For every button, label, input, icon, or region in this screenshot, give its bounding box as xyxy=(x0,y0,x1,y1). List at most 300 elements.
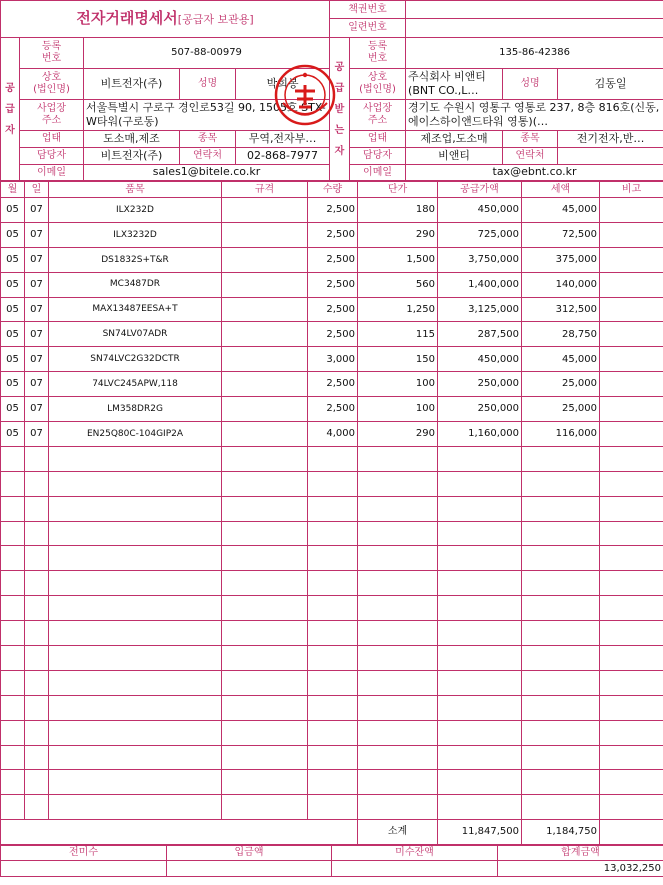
item-supply: 450,000 xyxy=(438,198,522,223)
item-month xyxy=(1,646,25,671)
item-price xyxy=(358,496,438,521)
item-row xyxy=(1,422,663,447)
item-tax xyxy=(522,770,600,795)
item-tax: 375,000 xyxy=(522,247,600,272)
item-name xyxy=(49,670,222,695)
buyer-company: 주식회사 비앤티(BNT CO.,L… xyxy=(406,69,503,100)
subtotal-label: 소계 xyxy=(358,820,438,845)
buyer-biz-type-label: 업태 xyxy=(350,131,406,148)
col-qty: 수량 xyxy=(308,182,358,198)
supplier-manager-label: 담당자 xyxy=(20,148,84,165)
item-spec xyxy=(222,571,308,596)
col-tax: 세액 xyxy=(522,182,600,198)
supplier-reg-no-label: 등록 번호 xyxy=(20,38,84,69)
item-price xyxy=(358,571,438,596)
item-note xyxy=(600,571,663,596)
item-name xyxy=(49,720,222,745)
item-spec xyxy=(222,621,308,646)
item-price xyxy=(358,546,438,571)
item-month xyxy=(1,745,25,770)
item-day: 07 xyxy=(25,222,49,247)
item-spec xyxy=(222,770,308,795)
item-note xyxy=(600,446,663,471)
subtotal-supply: 11,847,500 xyxy=(438,820,522,845)
item-qty xyxy=(308,695,358,720)
item-supply: 725,000 xyxy=(438,222,522,247)
item-spec xyxy=(222,720,308,745)
item-note xyxy=(600,596,663,621)
buyer-ceo-label: 성명 xyxy=(503,69,558,100)
item-tax: 25,000 xyxy=(522,372,600,397)
item-note xyxy=(600,720,663,745)
item-price: 1,500 xyxy=(358,247,438,272)
item-row-empty xyxy=(1,695,663,720)
item-day: 07 xyxy=(25,372,49,397)
item-supply: 1,400,000 xyxy=(438,272,522,297)
item-supply xyxy=(438,521,522,546)
item-price xyxy=(358,621,438,646)
item-tax: 45,000 xyxy=(522,347,600,372)
item-tax xyxy=(522,496,600,521)
supplier-company: 비트전자(주) xyxy=(84,69,180,100)
item-day xyxy=(25,770,49,795)
item-tax xyxy=(522,670,600,695)
item-row-empty xyxy=(1,496,663,521)
item-qty: 2,500 xyxy=(308,198,358,223)
document-title xyxy=(1,1,330,38)
item-qty xyxy=(308,745,358,770)
item-name: DS1832S+T&R xyxy=(49,247,222,272)
item-price xyxy=(358,745,438,770)
supplier-biz-type-label: 업태 xyxy=(20,131,84,148)
item-row-empty xyxy=(1,670,663,695)
item-name: ILX232D xyxy=(49,198,222,223)
supplier-manager: 비트전자(주) xyxy=(84,148,180,165)
item-day xyxy=(25,446,49,471)
buyer-address: 경기도 수원시 영통구 영통로 237, 8층 816호(신동,에이스하이앤드타워 영통)(… xyxy=(406,100,663,131)
item-spec xyxy=(222,297,308,322)
item-supply xyxy=(438,745,522,770)
item-tax: 140,000 xyxy=(522,272,600,297)
item-row-empty xyxy=(1,571,663,596)
item-row-empty xyxy=(1,720,663,745)
supplier-phone: 02-868-7977 xyxy=(236,148,330,165)
item-note xyxy=(600,745,663,770)
item-month: 05 xyxy=(1,322,25,347)
item-qty: 2,500 xyxy=(308,297,358,322)
item-note xyxy=(600,297,663,322)
item-note xyxy=(600,521,663,546)
item-day: 07 xyxy=(25,347,49,372)
header-table xyxy=(0,0,663,181)
item-day xyxy=(25,695,49,720)
item-supply: 3,750,000 xyxy=(438,247,522,272)
item-qty xyxy=(308,596,358,621)
item-name: EN25Q80C-104GIP2A xyxy=(49,422,222,447)
item-month xyxy=(1,621,25,646)
item-tax xyxy=(522,646,600,671)
item-row-empty xyxy=(1,646,663,671)
item-row-empty xyxy=(1,521,663,546)
item-price xyxy=(358,521,438,546)
item-note xyxy=(600,397,663,422)
item-supply xyxy=(438,720,522,745)
item-row xyxy=(1,272,663,297)
item-supply xyxy=(438,596,522,621)
item-qty xyxy=(308,646,358,671)
item-note xyxy=(600,372,663,397)
item-spec xyxy=(222,471,308,496)
item-name xyxy=(49,770,222,795)
item-day xyxy=(25,670,49,695)
item-qty: 2,500 xyxy=(308,222,358,247)
item-supply: 3,125,000 xyxy=(438,297,522,322)
item-price xyxy=(358,646,438,671)
item-spec xyxy=(222,596,308,621)
item-spec xyxy=(222,521,308,546)
item-name: MC3487DR xyxy=(49,272,222,297)
item-price: 180 xyxy=(358,198,438,223)
item-tax: 72,500 xyxy=(522,222,600,247)
item-name xyxy=(49,596,222,621)
items-table xyxy=(0,181,663,845)
buyer-email[interactable]: tax@ebnt.co.kr xyxy=(406,165,663,181)
col-note: 비고 xyxy=(600,182,663,198)
item-supply xyxy=(438,670,522,695)
item-note xyxy=(600,322,663,347)
unpaid-label: 미수잔액 xyxy=(332,846,498,861)
item-supply xyxy=(438,446,522,471)
item-tax xyxy=(522,621,600,646)
buyer-address-label: 사업장 주소 xyxy=(350,100,406,131)
item-qty xyxy=(308,471,358,496)
supplier-biz-item-label: 종목 xyxy=(180,131,236,148)
item-note xyxy=(600,422,663,447)
item-name: LM358DR2G xyxy=(49,397,222,422)
buyer-manager-label: 담당자 xyxy=(350,148,406,165)
buyer-side-label: 공 급 받 는 자 xyxy=(330,38,350,181)
item-qty xyxy=(308,720,358,745)
buyer-biz-item: 전기전자,반… xyxy=(558,131,663,148)
item-day xyxy=(25,546,49,571)
deposit-label: 입금액 xyxy=(167,846,332,861)
item-spec xyxy=(222,745,308,770)
item-name xyxy=(49,795,222,820)
item-tax xyxy=(522,745,600,770)
supplier-biz-item: 무역,전자부… xyxy=(236,131,330,148)
item-spec xyxy=(222,670,308,695)
footer-table xyxy=(0,845,663,877)
item-name xyxy=(49,446,222,471)
item-spec xyxy=(222,546,308,571)
item-qty: 2,500 xyxy=(308,322,358,347)
item-tax: 45,000 xyxy=(522,198,600,223)
item-name xyxy=(49,571,222,596)
item-row-empty xyxy=(1,621,663,646)
item-supply: 1,160,000 xyxy=(438,422,522,447)
item-row xyxy=(1,322,663,347)
col-spec: 규격 xyxy=(222,182,308,198)
supplier-ceo: 박희봉 xyxy=(236,69,330,100)
buyer-manager: 비앤티 xyxy=(406,148,503,165)
item-day: 07 xyxy=(25,422,49,447)
buyer-email-label: 이메일 xyxy=(350,165,406,181)
item-price xyxy=(358,670,438,695)
item-row-empty xyxy=(1,471,663,496)
item-day xyxy=(25,795,49,820)
item-supply: 287,500 xyxy=(438,322,522,347)
item-note xyxy=(600,695,663,720)
item-day: 07 xyxy=(25,297,49,322)
item-supply: 250,000 xyxy=(438,372,522,397)
item-row-empty xyxy=(1,770,663,795)
item-supply xyxy=(438,571,522,596)
item-qty xyxy=(308,795,358,820)
col-month: 월 xyxy=(1,182,25,198)
item-qty xyxy=(308,571,358,596)
item-name xyxy=(49,695,222,720)
item-qty: 3,000 xyxy=(308,347,358,372)
item-tax xyxy=(522,720,600,745)
item-name: ILX3232D xyxy=(49,222,222,247)
item-spec xyxy=(222,247,308,272)
item-tax: 25,000 xyxy=(522,397,600,422)
item-day xyxy=(25,720,49,745)
title-subtitle: [공급자 보관용] xyxy=(177,13,254,27)
title-text: 전자거래명세서 xyxy=(76,9,178,28)
item-qty xyxy=(308,770,358,795)
item-month xyxy=(1,720,25,745)
item-note xyxy=(600,770,663,795)
buyer-reg-no-label: 등록 번호 xyxy=(350,38,406,69)
buyer-reg-no: 135-86-42386 xyxy=(406,38,663,69)
item-tax xyxy=(522,521,600,546)
supplier-address: 서울특별시 구로구 경인로53길 90, 1505호 STX-W타워(구로동) xyxy=(84,100,330,131)
supplier-email[interactable]: sales1@bitele.co.kr xyxy=(84,165,330,181)
prev-balance-label: 전미수 xyxy=(1,846,167,861)
item-month: 05 xyxy=(1,372,25,397)
item-supply: 450,000 xyxy=(438,347,522,372)
item-spec xyxy=(222,446,308,471)
item-name: SN74LV07ADR xyxy=(49,322,222,347)
item-day: 07 xyxy=(25,272,49,297)
item-note xyxy=(600,496,663,521)
item-month: 05 xyxy=(1,247,25,272)
item-supply xyxy=(438,471,522,496)
item-qty xyxy=(308,546,358,571)
item-price: 290 xyxy=(358,222,438,247)
unpaid-value xyxy=(332,861,498,877)
item-day: 07 xyxy=(25,198,49,223)
item-supply xyxy=(438,646,522,671)
item-spec xyxy=(222,695,308,720)
supplier-phone-label: 연락처 xyxy=(180,148,236,165)
item-price xyxy=(358,596,438,621)
item-spec xyxy=(222,397,308,422)
buyer-ceo: 김동일 xyxy=(558,69,663,100)
col-price: 단가 xyxy=(358,182,438,198)
item-supply xyxy=(438,770,522,795)
item-price xyxy=(358,795,438,820)
item-row-empty xyxy=(1,446,663,471)
item-spec xyxy=(222,222,308,247)
item-month: 05 xyxy=(1,422,25,447)
item-price xyxy=(358,770,438,795)
col-supply: 공급가액 xyxy=(438,182,522,198)
item-price: 290 xyxy=(358,422,438,447)
book-no-label: 책권번호 xyxy=(330,1,406,19)
item-tax xyxy=(522,596,600,621)
item-name xyxy=(49,471,222,496)
item-month: 05 xyxy=(1,272,25,297)
total-label: 합계금액 xyxy=(498,846,663,861)
book-no-value xyxy=(406,1,663,19)
item-month xyxy=(1,471,25,496)
item-qty xyxy=(308,496,358,521)
item-month: 05 xyxy=(1,198,25,223)
item-tax xyxy=(522,571,600,596)
subtotal-tax: 1,184,750 xyxy=(522,820,600,845)
buyer-company-label: 상호 (법인명) xyxy=(350,69,406,100)
item-month xyxy=(1,695,25,720)
item-tax: 28,750 xyxy=(522,322,600,347)
item-row-empty xyxy=(1,596,663,621)
serial-no-value xyxy=(406,19,663,38)
item-qty: 2,500 xyxy=(308,372,358,397)
item-note xyxy=(600,646,663,671)
item-name xyxy=(49,521,222,546)
item-day xyxy=(25,745,49,770)
item-price xyxy=(358,695,438,720)
item-month xyxy=(1,795,25,820)
item-qty xyxy=(308,670,358,695)
item-name xyxy=(49,646,222,671)
item-spec xyxy=(222,198,308,223)
item-day xyxy=(25,471,49,496)
item-tax xyxy=(522,546,600,571)
item-note xyxy=(600,222,663,247)
item-supply xyxy=(438,795,522,820)
item-qty xyxy=(308,446,358,471)
col-item: 품목 xyxy=(49,182,222,198)
item-row-empty xyxy=(1,546,663,571)
item-tax xyxy=(522,695,600,720)
item-spec xyxy=(222,347,308,372)
item-supply xyxy=(438,546,522,571)
item-qty xyxy=(308,521,358,546)
item-note xyxy=(600,347,663,372)
item-month: 05 xyxy=(1,397,25,422)
item-tax: 312,500 xyxy=(522,297,600,322)
item-tax: 116,000 xyxy=(522,422,600,447)
supplier-ceo-label: 성명 xyxy=(180,69,236,100)
item-month: 05 xyxy=(1,297,25,322)
item-row xyxy=(1,347,663,372)
item-month xyxy=(1,596,25,621)
item-name: 74LVC245APW,118 xyxy=(49,372,222,397)
item-day xyxy=(25,496,49,521)
item-name: SN74LVC2G32DCTR xyxy=(49,347,222,372)
item-day: 07 xyxy=(25,322,49,347)
item-note xyxy=(600,546,663,571)
buyer-biz-type: 제조업,도소매 xyxy=(406,131,503,148)
item-day xyxy=(25,521,49,546)
item-row-empty xyxy=(1,745,663,770)
item-qty: 2,500 xyxy=(308,272,358,297)
item-price: 150 xyxy=(358,347,438,372)
item-note xyxy=(600,471,663,496)
item-note xyxy=(600,795,663,820)
item-name xyxy=(49,621,222,646)
item-spec xyxy=(222,646,308,671)
item-spec xyxy=(222,372,308,397)
item-month xyxy=(1,446,25,471)
item-note xyxy=(600,247,663,272)
item-row xyxy=(1,372,663,397)
item-day: 07 xyxy=(25,247,49,272)
item-price xyxy=(358,720,438,745)
col-day: 일 xyxy=(25,182,49,198)
item-spec xyxy=(222,422,308,447)
item-price: 560 xyxy=(358,272,438,297)
supplier-biz-type: 도소매,제조 xyxy=(84,131,180,148)
item-qty: 2,500 xyxy=(308,247,358,272)
item-day xyxy=(25,621,49,646)
item-name xyxy=(49,496,222,521)
item-supply xyxy=(438,695,522,720)
deposit-value xyxy=(167,861,332,877)
item-day xyxy=(25,571,49,596)
item-row xyxy=(1,222,663,247)
item-day: 07 xyxy=(25,397,49,422)
item-row xyxy=(1,297,663,322)
item-price: 100 xyxy=(358,397,438,422)
total-value: 13,032,250 xyxy=(498,861,663,877)
supplier-company-label: 상호 (법인명) xyxy=(20,69,84,100)
item-day xyxy=(25,596,49,621)
item-day xyxy=(25,646,49,671)
item-name xyxy=(49,546,222,571)
item-month xyxy=(1,496,25,521)
item-supply: 250,000 xyxy=(438,397,522,422)
supplier-reg-no: 507-88-00979 xyxy=(84,38,330,69)
item-name xyxy=(49,745,222,770)
item-tax xyxy=(522,471,600,496)
item-row xyxy=(1,198,663,223)
serial-no-label: 일련번호 xyxy=(330,19,406,38)
item-month: 05 xyxy=(1,347,25,372)
supplier-side-label: 공 급 자 xyxy=(1,38,20,181)
item-note xyxy=(600,621,663,646)
item-spec xyxy=(222,272,308,297)
item-qty: 4,000 xyxy=(308,422,358,447)
item-month xyxy=(1,571,25,596)
item-name: MAX13487EESA+T xyxy=(49,297,222,322)
supplier-address-label: 사업장 주소 xyxy=(20,100,84,131)
items-header-row xyxy=(1,182,663,198)
item-spec xyxy=(222,795,308,820)
supplier-email-label: 이메일 xyxy=(20,165,84,181)
buyer-phone-label: 연락처 xyxy=(503,148,558,165)
item-price: 1,250 xyxy=(358,297,438,322)
item-tax xyxy=(522,795,600,820)
item-note xyxy=(600,272,663,297)
buyer-biz-item-label: 종목 xyxy=(503,131,558,148)
buyer-phone xyxy=(558,148,663,165)
item-price: 115 xyxy=(358,322,438,347)
subtotal-row xyxy=(1,820,663,845)
item-supply xyxy=(438,496,522,521)
